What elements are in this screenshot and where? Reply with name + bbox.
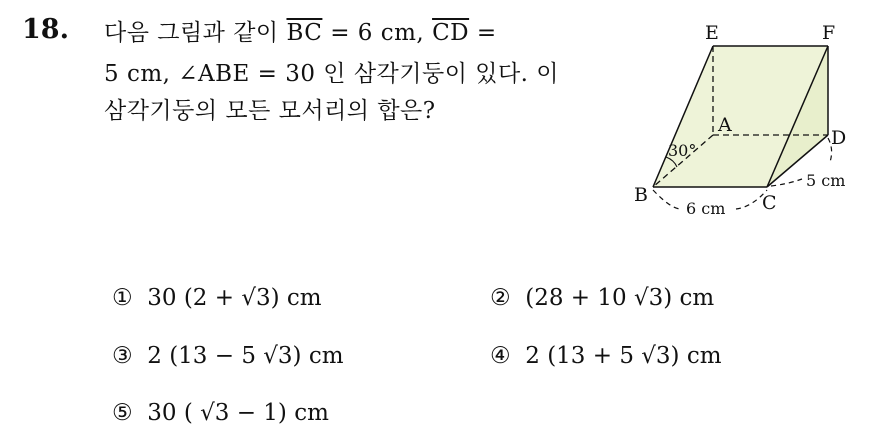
vertex-label-d: D <box>831 127 847 149</box>
vertex-label-f: F <box>822 22 836 44</box>
choice-text: 30 ( √3 − 1) cm <box>147 400 329 426</box>
choice-marker: ④ <box>490 343 511 369</box>
angle-label: 30° <box>668 141 697 160</box>
vertex-label-c: C <box>762 192 777 214</box>
choice-marker: ⑤ <box>112 400 133 426</box>
question-text-part: 다음 그림과 같이 <box>104 20 287 46</box>
vertex-label-b: B <box>634 184 648 206</box>
vertex-label-a: A <box>718 114 732 136</box>
choice-1[interactable] <box>112 285 322 311</box>
bc-length-label: 6 cm <box>686 199 726 218</box>
choice-text: 2 (13 − 5 √3) cm <box>147 343 344 369</box>
choice-marker: ② <box>490 285 511 311</box>
choice-marker: ① <box>112 285 133 311</box>
cd-length-label: 5 cm <box>806 171 846 190</box>
choice-5[interactable] <box>112 400 329 426</box>
choice-text: 2 (13 + 5 √3) cm <box>525 343 722 369</box>
prism-diagram <box>620 14 870 236</box>
choice-3[interactable] <box>112 343 344 369</box>
question-line-3: 삼각기둥의 모든 모서리의 합은? <box>104 98 436 124</box>
segment-bc: $\overline{BC}$ <box>286 20 323 46</box>
vertex-label-e: E <box>705 22 719 44</box>
segment-cd: $\overline{CD}$ <box>432 20 470 46</box>
question-text-part: = 6 cm, <box>322 20 433 46</box>
question-line-2: 5 cm, ∠ABE = 30 인 삼각기둥이 있다. 이 <box>104 61 560 87</box>
question-number: 18. <box>22 14 69 45</box>
choice-2[interactable] <box>490 285 714 311</box>
choice-text: (28 + 10 √3) cm <box>525 285 715 311</box>
prism-figure <box>620 14 870 236</box>
question-text-part: = <box>469 20 497 46</box>
choice-text: 30 (2 + √3) cm <box>147 285 322 311</box>
choice-marker: ③ <box>112 343 133 369</box>
choice-4[interactable] <box>490 343 722 369</box>
question-line-1 <box>104 14 497 47</box>
